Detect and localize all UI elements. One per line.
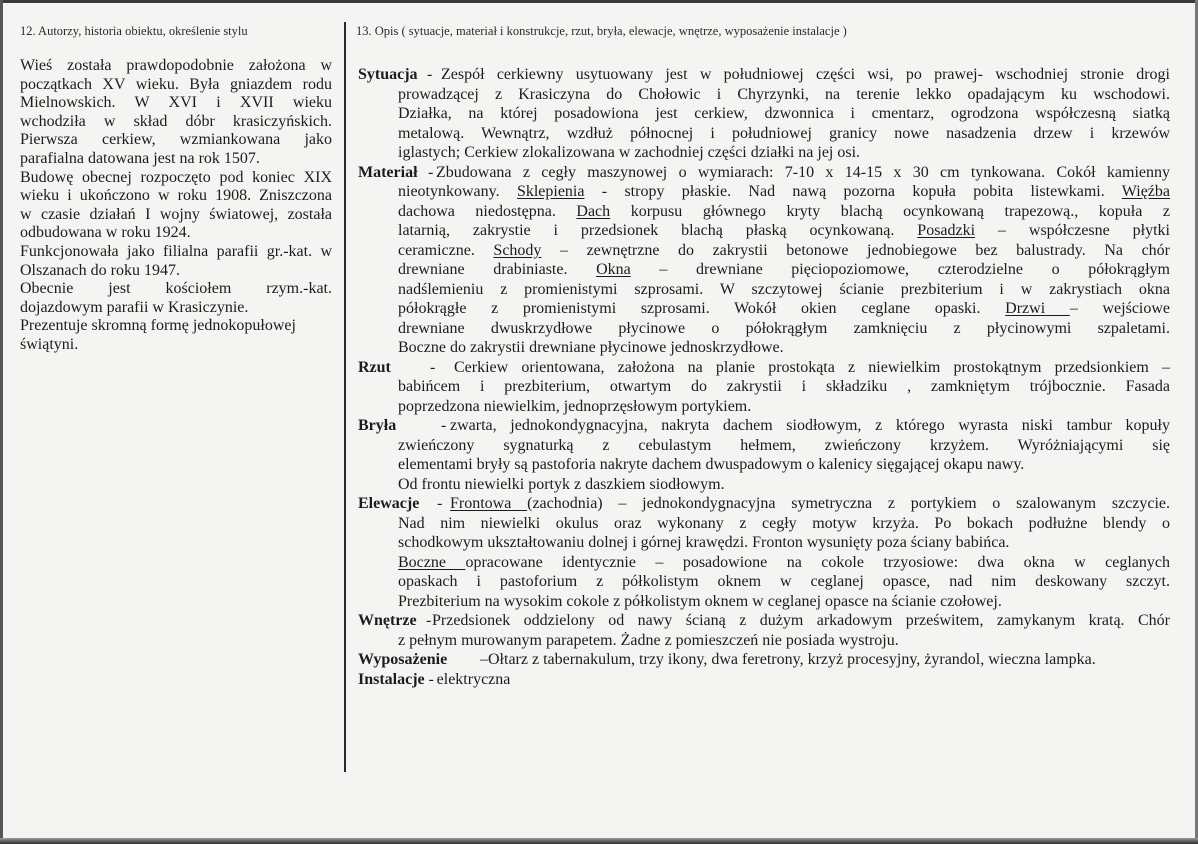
description-line <box>398 261 1170 279</box>
text-segment: Ołtarz z tabernakulum, trzy ikony, dwa feretrony, krzyż procesyjny, żyrandol, wieczna lampka. <box>488 651 1096 668</box>
history-line: Budowę obecnej rozpoczęto pod koniec XIX <box>20 168 332 186</box>
text-segment: Zbudowana z cegły maszynowej o wymiarach: 7-10 x 14-15 x 30 cm tynkowana. Cokół kamienny <box>436 163 1170 181</box>
section-first-line <box>358 612 1170 630</box>
section-dash: – <box>480 651 488 668</box>
section-dash: - <box>430 358 436 376</box>
text-segment: zwieńczony sygnaturką z cebulastym hełmem, zwieńczony krzyżem. Wyróżniającymi się <box>398 436 1170 454</box>
description-line <box>398 593 1170 611</box>
text-segment: – zewnętrzne do zakrystii betonowe jednobiegowe bez balustrady. Na chór <box>541 241 1171 259</box>
history-line: parafialna datowana jest na rok 1507. <box>20 150 260 167</box>
description-line <box>398 203 1170 221</box>
text-segment: babińcem i prezbiterium, otwartym do zakrystii i składziku , zamkniętym trójbocznie. Fasada <box>398 378 1170 395</box>
text-segment: Nad nim niewielki okulus oraz wykonany z cegły motyw krzyża. Po bokach podłużne blendy o <box>398 514 1170 532</box>
text-segment: Cerkiew orientowana, założona na planie prostokąta z niewielkim prostokątnym przedsionkiem – <box>454 358 1170 376</box>
description-line <box>398 125 1170 143</box>
scan-border-top <box>0 0 1198 3</box>
text-segment: Działka, na której posadowiona jest cerkiew, dzwonnica i cmentarz, ogrodzona współczesną siatką <box>398 105 1170 122</box>
section-dash: - <box>441 417 447 434</box>
description-line <box>398 378 1170 396</box>
left-column-header: 12. Autorzy, historia obiektu, określenie stylu <box>20 24 248 38</box>
description-line <box>398 105 1170 123</box>
history-line: Funkcjonowała jako filialna parafii gr.-kat. w <box>20 243 332 260</box>
history-line: początkach XV wieku. Była gniazdem rodu <box>20 75 332 93</box>
section-label-bryła: Bryła <box>358 417 397 434</box>
section-label-materiał: Materiał <box>358 163 418 181</box>
history-line: dojazdowym parafii w Krasiczynie. <box>20 298 249 316</box>
section-first-line <box>358 66 1170 84</box>
underlined-term: Frontowa <box>450 495 528 512</box>
text-segment: schodkowym ukształtowaniu dolnej i górnej krawędzi. Fronton wysunięty poza ściany babińca. <box>398 534 1010 551</box>
section-first-line <box>358 651 1170 669</box>
text-segment: Zespół cerkiewny usytuowany jest w południowej części wsi, po prawej- wschodniej stronie drogi <box>441 66 1170 83</box>
column-divider <box>344 22 346 772</box>
section-first-line <box>358 417 1170 435</box>
section-label-wnętrze: Wnętrze <box>358 612 417 629</box>
underlined-term: Drzwi <box>1005 300 1070 317</box>
text-segment: – drewniane pięciopoziomowe, czterodzielne o półokrągłym <box>630 261 1170 278</box>
text-segment: - stropy płaskie. Nad nawą pozorna kopuła pobita listewkami. <box>584 183 1122 200</box>
section-label-rzut: Rzut <box>358 358 391 376</box>
description-line <box>398 320 1170 338</box>
description-line <box>398 534 1170 552</box>
description-line <box>398 456 1170 474</box>
underlined-term: Schody <box>493 241 542 259</box>
section-dash: - <box>426 612 432 629</box>
text-segment: prowadzącej z Krasiczyna do Chołowic i Chyrzynki, na terenie lekko opadającym ku wschodowi. <box>398 85 1170 103</box>
text-segment: drewniane dwuskrzydłowe płycinowe o półokrągłym zamknięciu z płycinowymi szpaletami. <box>398 319 1170 337</box>
text-segment: nadślemieniu z promienistymi szprosami. W szczytowej ścianie prezbiterium i w zakrystiach okna <box>398 280 1170 298</box>
text-segment: półokrągłe z promienistymi szprosami. Wokół okien ceglane opaski. <box>398 300 1006 317</box>
scan-border-bottom <box>0 838 1198 844</box>
text-segment: iglastych; Cerkiew zlokalizowana w zachodniej części działki na jej osi. <box>398 144 861 161</box>
text-segment: opracowane identycznie – posadowione na cokole trzyosiowe: dwa okna w ceglanych <box>465 553 1170 571</box>
description-line <box>398 222 1170 240</box>
text-segment: latarnią, zakrystie i przedsionek blachą płaską ocynkowaną. <box>398 222 918 239</box>
underlined-term: Sklepienia <box>516 183 585 200</box>
text-segment: drewniane drabiniaste. <box>398 261 597 278</box>
description-line <box>398 515 1170 533</box>
underlined-term: Okna <box>596 261 631 278</box>
section-first-line <box>358 359 1170 377</box>
description-line <box>398 554 1170 572</box>
description-line <box>436 164 1170 182</box>
section-label-instalacje: Instalacje <box>358 670 425 688</box>
underlined-term: Dach <box>576 202 611 220</box>
text-segment: (zachodnia) – jednokondygnacyjna symetryczna z portykiem o szalowanym szczycie. <box>527 495 1170 512</box>
description-line <box>441 66 1170 84</box>
section-dash: - <box>428 163 434 181</box>
description-line <box>398 86 1170 104</box>
description-line <box>488 651 1170 669</box>
section-label-sytuacja: Sytuacja <box>358 66 418 83</box>
underlined-term: Posadzki <box>917 222 976 239</box>
text-segment: opaskach i pastoforium z półkolistym oknem w ceglanej opasce, nad nim deskowany szczyt. <box>398 573 1170 590</box>
section-first-line <box>358 164 1170 182</box>
text-segment: korpusu głównego kryty blachą ocynkowaną trapezową., kopuła z <box>610 202 1171 220</box>
underlined-term: Więźba <box>1121 183 1170 200</box>
section-dash: - <box>428 670 434 688</box>
history-line: odbudowana w roku 1924. <box>20 224 191 242</box>
text-segment: poprzedzona niewielkim, jednoprzęsłowym portykiem. <box>398 397 752 415</box>
history-line: w czasie działań I wojny światowej, została <box>20 205 332 223</box>
description-line <box>398 300 1170 318</box>
section-label-wyposażenie: Wyposażenie <box>358 651 448 668</box>
text-segment: metalową. Wewnątrz, wzdłuż północnej i południowej granicy nowe nasadzenia drzew i krzewów <box>398 124 1170 142</box>
right-column-header: 13. Opis ( sytuacje, materiał i konstrukcje, rzut, bryła, elewacje, wnętrze, wyposażenie instalacje ) <box>356 24 847 38</box>
history-line: Wieś została prawdopodobnie założona w <box>20 57 332 74</box>
description-line <box>398 144 1170 162</box>
scan-border-left <box>0 0 3 844</box>
section-first-line <box>358 495 1170 513</box>
history-line: wchodziła w skład dóbr krasiczyńskich. <box>20 112 332 130</box>
section-first-line <box>358 671 1170 689</box>
description-line <box>450 417 1170 435</box>
text-segment: – wejściowe <box>1069 300 1171 317</box>
history-line: Obecnie jest kościołem rzym.-kat. <box>20 280 332 298</box>
history-line: Pierwsza cerkiew, wzmiankowana jako <box>20 131 332 149</box>
text-segment: z pełnym murowanym parapetem. Żadne z pomieszczeń nie posiada wystroju. <box>398 631 899 649</box>
underlined-term: Boczne <box>398 553 466 571</box>
text-segment: Prezbiterium na wysokim cokole z półkolistym oknem w ceglanej opasce na ścianie czołowej. <box>398 592 1002 610</box>
text-segment: Przedsionek oddzielony od nawy ścianą z dużym arkadowym prześwitem, zamykanym kratą. Chór <box>432 612 1170 629</box>
description-line <box>398 339 1170 357</box>
description-line <box>437 671 1170 689</box>
text-segment: dachowa niedostępna. <box>398 202 577 220</box>
description-line <box>432 612 1170 630</box>
text-segment: zwarta, jednokondygnacyjna, nakryta dachem siodłowym, z którego wyrasta niski tambur kopuły <box>450 417 1170 434</box>
text-segment: elementami bryły są pastoforia nakryte dachem dwuspadowym o kalenicy sięgającej okapu nawy. <box>398 456 1025 473</box>
text-segment: – współczesne płytki <box>975 222 1170 239</box>
description-line <box>450 495 1170 513</box>
history-line: świątyni. <box>20 336 79 353</box>
description-line <box>454 359 1170 377</box>
description-line <box>398 476 1170 494</box>
description-line <box>398 242 1170 260</box>
text-segment: Boczne do zakrystii drewniane płycinowe jednoskrzydłowe. <box>398 339 784 356</box>
history-line: Olszanach do roku 1947. <box>20 261 180 279</box>
history-line: Mielnowskich. W XVI i XVII wieku <box>20 94 332 112</box>
text-segment: elektryczna <box>436 670 511 688</box>
text-segment: nieotynkowany. <box>398 183 517 200</box>
text-segment: ceramiczne. <box>398 241 494 259</box>
section-label-elewacje: Elewacje <box>358 495 420 512</box>
history-line: Prezentuje skromną formę jednokopułowej <box>20 317 296 335</box>
description-line <box>398 281 1170 299</box>
description-line <box>398 573 1170 591</box>
description-line <box>398 632 1170 650</box>
text-segment: Od frontu niewielki portyk z daszkiem siodłowym. <box>398 475 725 493</box>
history-line: wieku i ukończono w roku 1908. Zniszczona <box>20 187 332 205</box>
section-dash: - <box>427 66 433 83</box>
section-dash: - <box>437 495 443 512</box>
description-line <box>398 183 1170 201</box>
description-line <box>398 437 1170 455</box>
description-line <box>398 398 1170 416</box>
